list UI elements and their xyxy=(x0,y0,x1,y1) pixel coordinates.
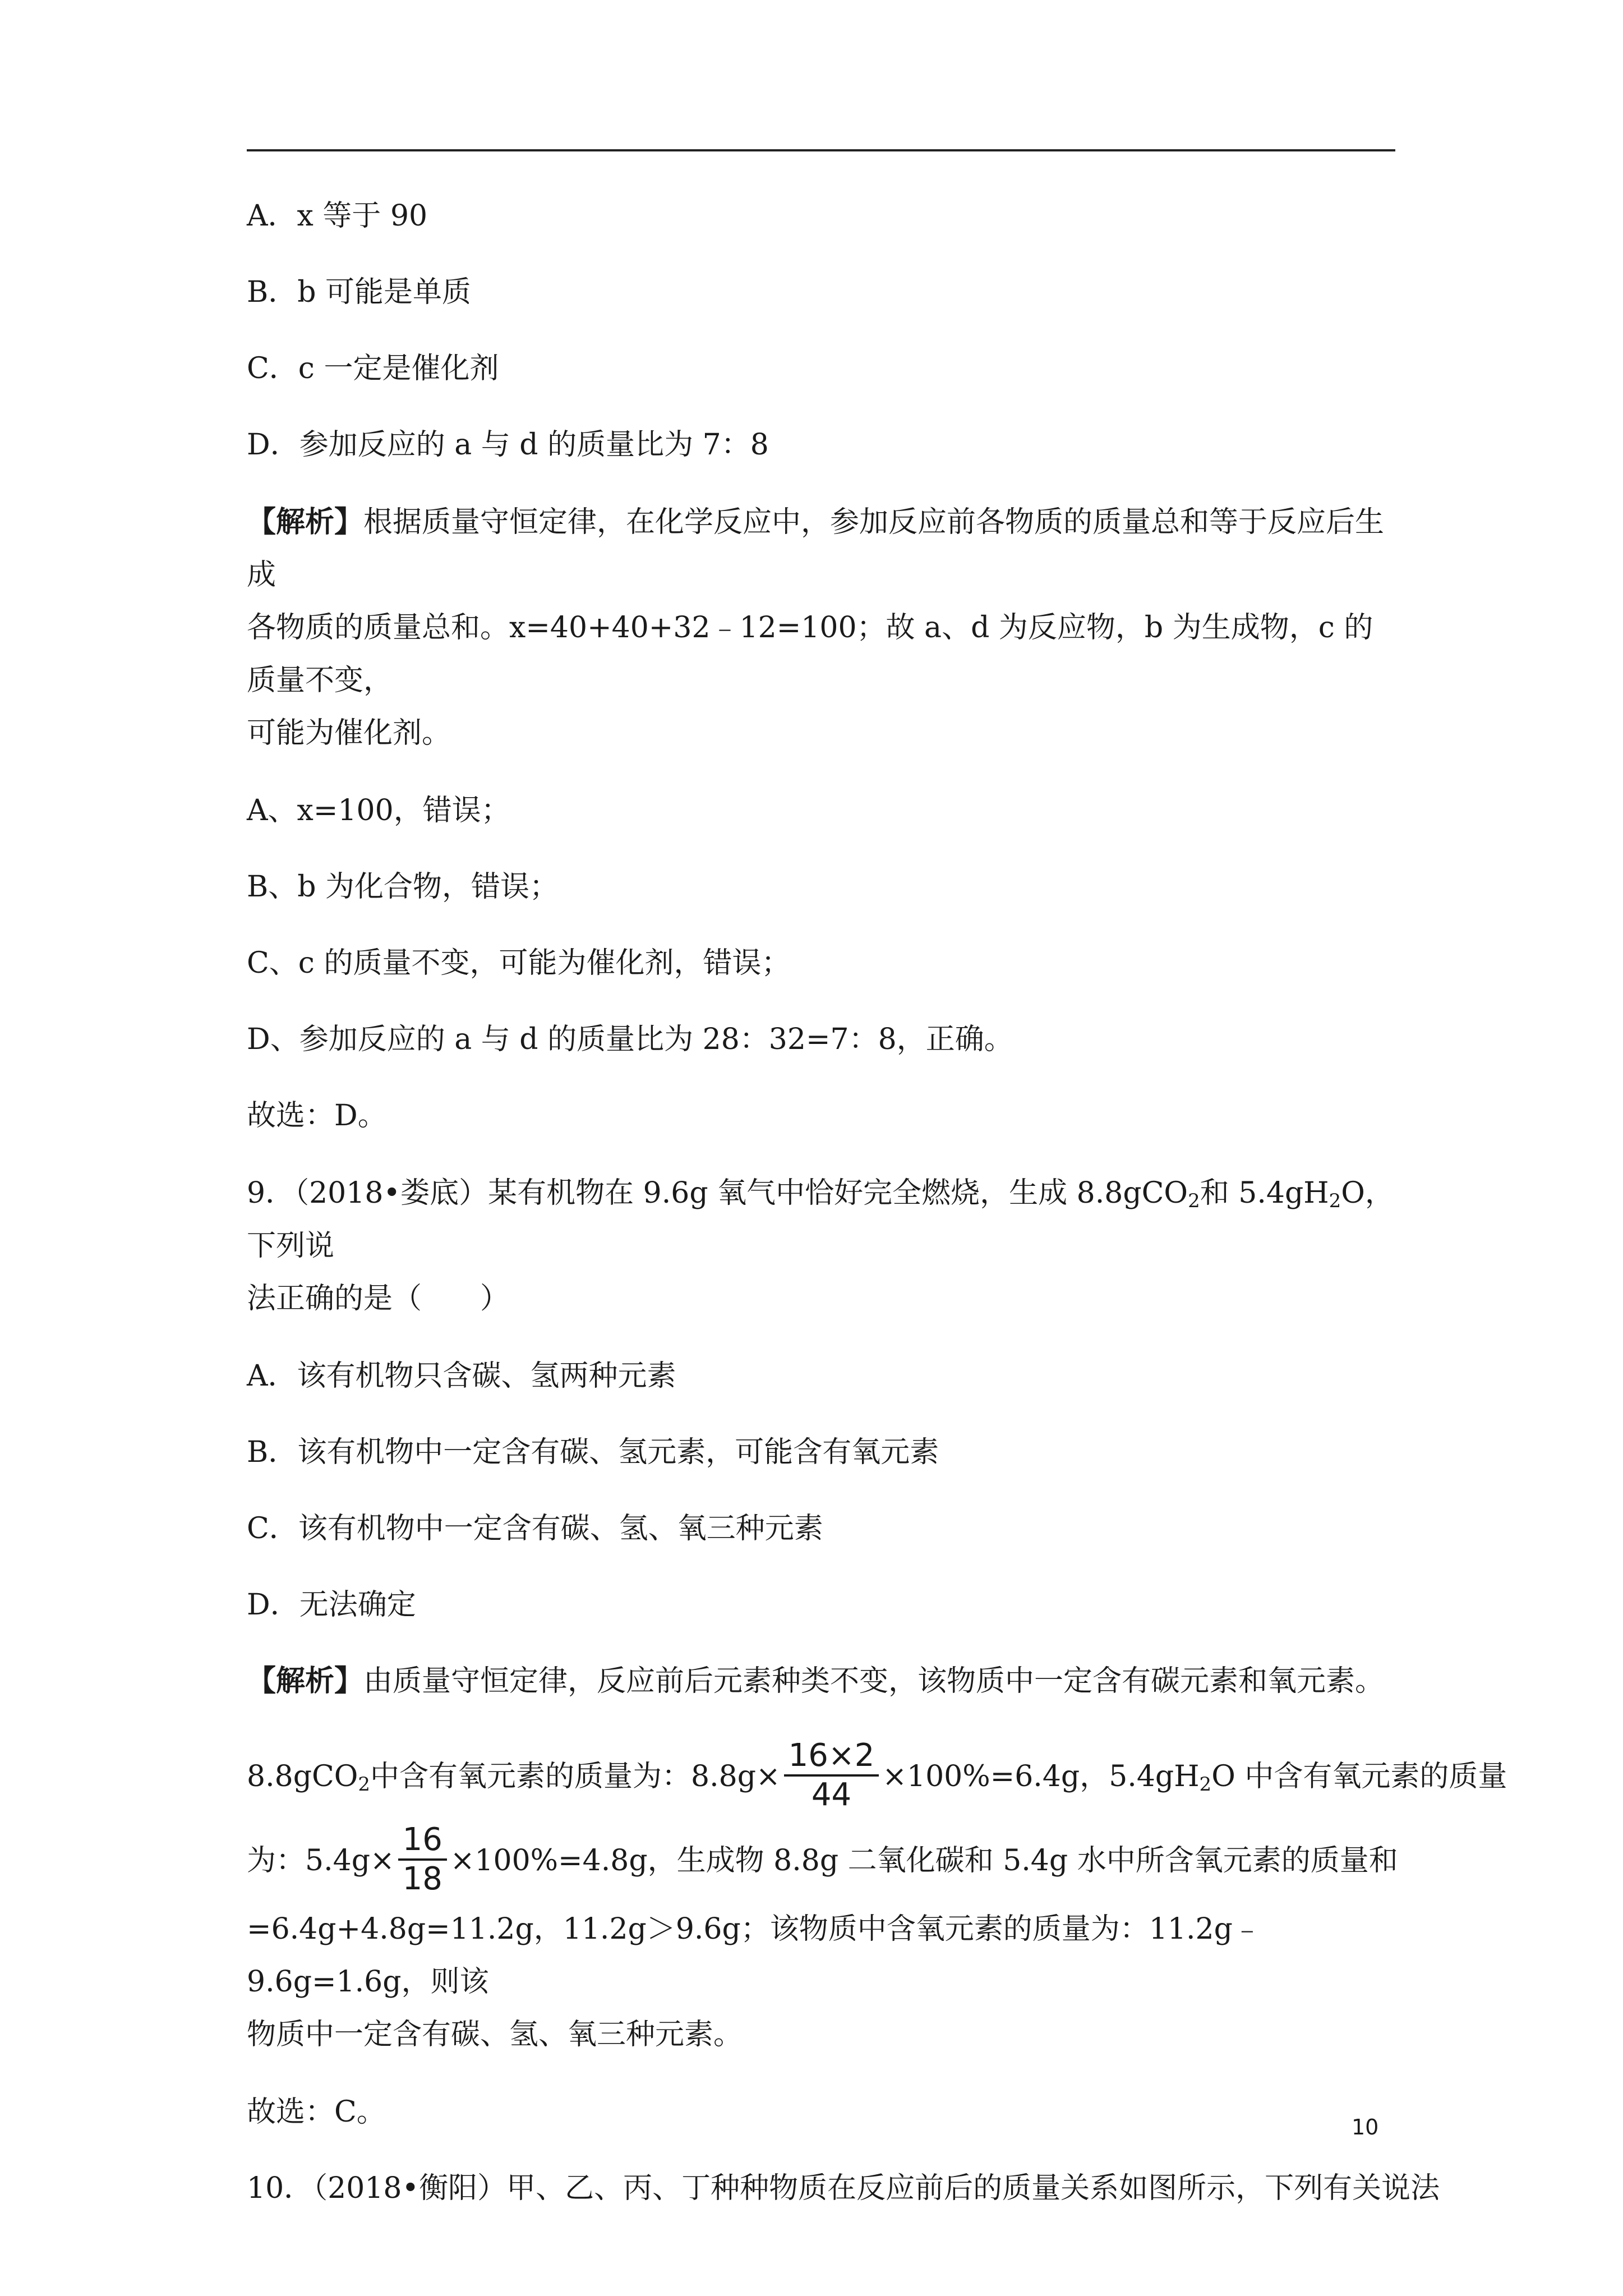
analysis-q9-answer: 故选：C。 xyxy=(247,2095,386,2129)
analysis-q8-answer: 故选：D。 xyxy=(247,1099,387,1133)
analysis-q9-calc-line-1: 8.8gCO$_2$中含有氧元素的质量为：8.8g× $\frac{16\times 2}{44}$ ×100%=6.4g，$5.4gH_2O$ 中含有氧元素的质量 xyxy=(247,1737,1507,1813)
page-content xyxy=(247,191,1507,2239)
question-9 xyxy=(247,1167,1395,1325)
option-q8-b: B．b 可能是单质 xyxy=(247,275,472,309)
option-q9-c: C．该有机物中一定含有碳、氢、氧三种元素 xyxy=(247,1512,823,1545)
option-q9-b: B．该有机物中一定含有碳、氢元素，可能含有氧元素 xyxy=(247,1435,939,1469)
option-q8-c: C．c 一定是催化剂 xyxy=(247,352,499,385)
option-q8-a: A．x 等于 90 xyxy=(247,199,428,233)
analysis-q8-point-c: C、c 的质量不变，可能为催化剂，错误； xyxy=(247,946,791,980)
analysis-q9-calc-line-4: 物质中一定含有碳、氢、氧三种元素。 xyxy=(247,2018,743,2051)
analysis-q8-line-3: 可能为催化剂。 xyxy=(247,716,451,750)
page-number: 10 xyxy=(1352,2115,1379,2139)
header-rule xyxy=(247,149,1395,151)
analysis-q8-point-b: B、b 为化合物，错误； xyxy=(247,870,559,904)
option-q8-d: D．参加反应的 a 与 d 的质量比为 7：8 xyxy=(247,428,769,462)
analysis-q8-line-1: 【解析】根据质量守恒定律，在化学反应中，参加反应前各物质的质量总和等于反应后生成 xyxy=(247,505,1385,592)
fraction-16x2-over-44: $\frac{16\times 2}{44}$ xyxy=(784,1737,879,1814)
option-q9-a: A．该有机物只含碳、氢两种元素 xyxy=(247,1359,676,1393)
option-q9-d: D．无法确定 xyxy=(247,1588,416,1622)
analysis-tag: 【解析】 xyxy=(247,505,364,539)
question-10-line-1: 10．（2018•衡阳）甲、乙、丙、丁种种物质在反应前后的质量关系如图所示，下列有关说法 xyxy=(247,2171,1440,2205)
analysis-q9-calc-line-3: =6.4g+4.8g=11.2g，11.2g＞9.6g；该物质中含氧元素的质量为：11.2g﹣9.6g=1.6g，则该 xyxy=(247,1912,1262,1999)
analysis-q9-calc xyxy=(247,1734,1507,2061)
question-9-line-1: 9．（2018•娄底）某有机物在 9.6g 氧气中恰好完全燃烧，生成 8.8gCO$_2$和 $5.4gH_2O$，下列说 xyxy=(247,1176,1394,1263)
analysis-tag: 【解析】 xyxy=(247,1664,364,1698)
analysis-q9-calc-line-2: 为：5.4g× $\frac{16}{18}$ ×100%=4.8g，生成物 8.8g 二氧化碳和 5.4g 水中所含氧元素的质量和 xyxy=(247,1821,1398,1897)
analysis-q9-first: 【解析】由质量守恒定律，反应前后元素种类不变，该物质中一定含有碳元素和氧元素。 xyxy=(247,1664,1385,1698)
analysis-q8-point-d: D、参加反应的 a 与 d 的质量比为 28：32=7：8，正确。 xyxy=(247,1023,1013,1056)
analysis-q8 xyxy=(247,496,1395,760)
question-9-line-2: 法正确的是（ ） xyxy=(247,1282,510,1315)
analysis-q8-line-2: 各物质的质量总和。x=40+40+32﹣12=100；故 a、d 为反应物，b 为生成物，c 的质量不变， xyxy=(247,611,1373,697)
fraction-16-over-18: $\frac{16}{18}$ xyxy=(398,1821,447,1898)
analysis-q8-point-a: A、x=100，错误； xyxy=(247,794,510,827)
